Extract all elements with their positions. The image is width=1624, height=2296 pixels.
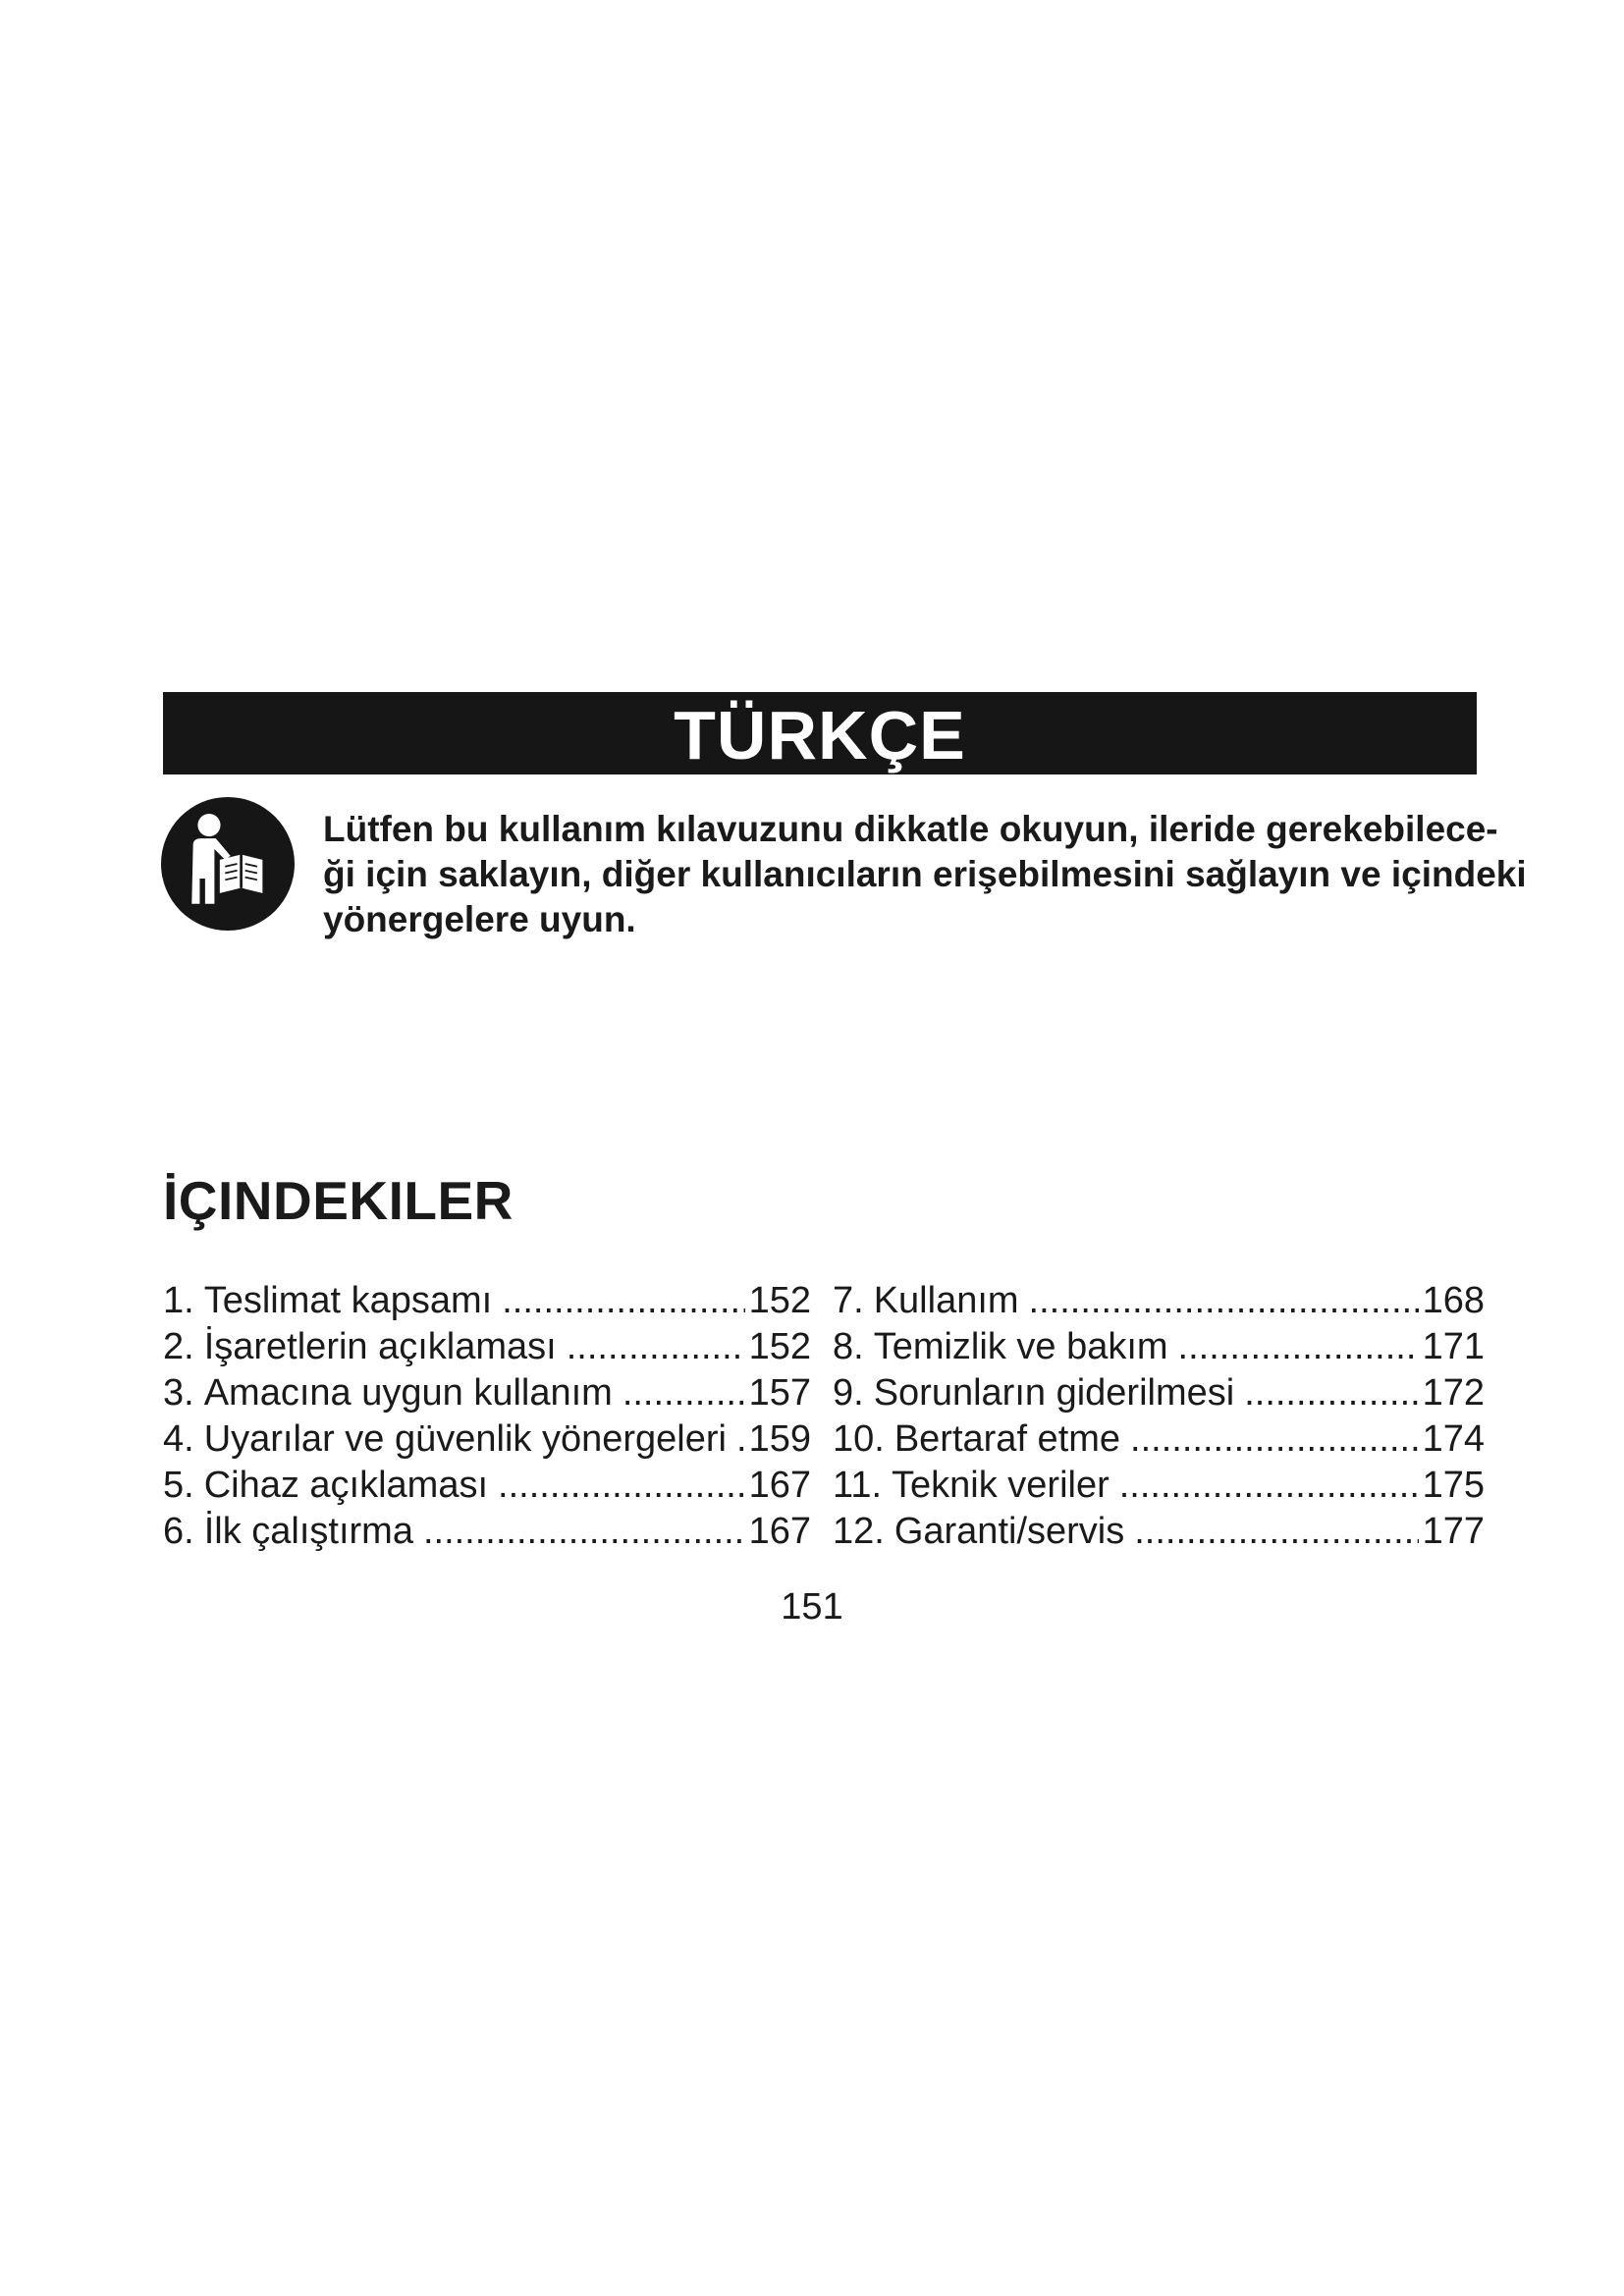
toc-item-number: 10. — [833, 1418, 885, 1460]
toc-item-page: 159 — [748, 1418, 811, 1460]
toc-item-number: 2. — [163, 1326, 194, 1367]
toc-leader-dots — [498, 1463, 745, 1509]
toc-item[interactable] — [833, 1324, 1485, 1370]
read-manual-icon — [161, 797, 295, 931]
toc-item-title: Bertaraf etme — [893, 1418, 1121, 1460]
toc-item-page: 167 — [748, 1465, 811, 1506]
toc-leader-dots — [1119, 1463, 1419, 1509]
toc-item[interactable] — [833, 1278, 1485, 1324]
toc-item-page: 175 — [1422, 1465, 1485, 1506]
toc-item-number: 1. — [163, 1280, 194, 1321]
toc-leader-dots — [567, 1324, 745, 1370]
toc-item-title: Amacına uygun kullanım — [203, 1372, 613, 1414]
toc-item[interactable] — [163, 1324, 811, 1370]
toc-leader-dots — [736, 1416, 745, 1463]
toc-item-page: 177 — [1422, 1511, 1485, 1552]
toc-item[interactable] — [163, 1370, 811, 1416]
toc-item-page: 152 — [748, 1326, 811, 1367]
toc-item[interactable] — [163, 1463, 811, 1509]
toc-leader-dots — [1134, 1509, 1418, 1555]
toc-item[interactable] — [833, 1509, 1485, 1555]
toc-item[interactable] — [833, 1463, 1485, 1509]
toc-item-number: 3. — [163, 1372, 194, 1414]
toc-item-title: Garanti/servis — [893, 1511, 1125, 1552]
notice-text — [323, 807, 1527, 942]
toc-item-number: 5. — [163, 1465, 194, 1506]
toc-leader-dots — [623, 1370, 745, 1416]
toc-item[interactable] — [163, 1416, 811, 1463]
language-title: TÜRKÇE — [674, 697, 966, 774]
toc-item-number: 12. — [833, 1511, 885, 1552]
notice-line: ği için saklayın, diğer kullanıcıların erişebilmesini sağlayın ve içindeki — [323, 854, 1527, 894]
toc-item-number: 9. — [833, 1372, 864, 1414]
toc-item[interactable] — [833, 1370, 1485, 1416]
toc-item-title: Kullanım — [873, 1280, 1019, 1321]
toc-item-page: 157 — [748, 1372, 811, 1414]
toc-item-title: İşaretlerin açıklaması — [203, 1326, 557, 1367]
toc-item-number: 6. — [163, 1511, 194, 1552]
toc-leader-dots — [1130, 1416, 1419, 1463]
notice-line: yönergelere uyun. — [323, 899, 636, 939]
toc-item-title: Teslimat kapsamı — [203, 1280, 493, 1321]
toc-item-page: 152 — [748, 1280, 811, 1321]
toc-item-number: 4. — [163, 1418, 194, 1460]
toc-item-title: Teknik veriler — [892, 1465, 1110, 1506]
toc-item-number: 11. — [833, 1465, 883, 1506]
toc-item-title: İlk çalıştırma — [203, 1511, 413, 1552]
toc-leader-dots — [1244, 1370, 1418, 1416]
toc-heading: İÇINDEKILER — [163, 1170, 514, 1231]
toc-item-number: 8. — [833, 1326, 864, 1367]
toc-leader-dots — [423, 1509, 745, 1555]
toc-item[interactable] — [833, 1416, 1485, 1463]
toc-item-title: Sorunların giderilmesi — [873, 1372, 1235, 1414]
toc-leader-dots — [1029, 1278, 1419, 1324]
toc-item[interactable] — [163, 1278, 811, 1324]
toc-column-right — [833, 1278, 1485, 1555]
toc-item-page: 171 — [1422, 1326, 1485, 1367]
toc-item-page: 168 — [1422, 1280, 1485, 1321]
toc-leader-dots — [1178, 1324, 1419, 1370]
page-number: 151 — [781, 1586, 843, 1628]
toc-item-number: 7. — [833, 1280, 864, 1321]
notice-line: Lütfen bu kullanım kılavuzunu dikkatle okuyun, ileride gerekebilece- — [323, 809, 1498, 849]
toc-item-title: Temizlik ve bakım — [873, 1326, 1168, 1367]
toc-item-page: 172 — [1422, 1372, 1485, 1414]
toc-item-page: 167 — [748, 1511, 811, 1552]
toc-item-title: Cihaz açıklaması — [203, 1465, 489, 1506]
toc-item-page: 174 — [1422, 1418, 1485, 1460]
toc-item[interactable] — [163, 1509, 811, 1555]
toc-column-left — [163, 1278, 811, 1555]
toc-leader-dots — [502, 1278, 744, 1324]
language-banner — [163, 692, 1477, 774]
toc-item-title: Uyarılar ve güvenlik yönergeleri — [203, 1418, 727, 1460]
